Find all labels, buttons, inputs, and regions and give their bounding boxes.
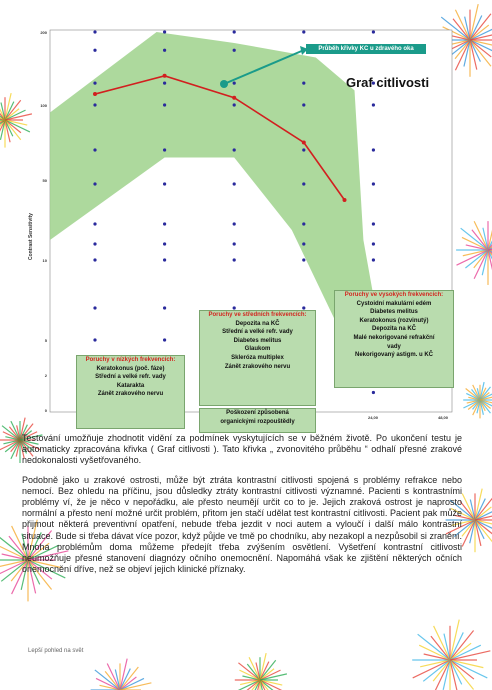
grid-dot <box>93 103 96 106</box>
high-frequency-item: Keratokonus (rozvinutý) <box>359 317 429 324</box>
grid-dot <box>302 242 305 245</box>
mid-frequency-box <box>199 310 316 406</box>
grid-dot <box>372 222 375 225</box>
grid-dot <box>93 338 96 341</box>
low-frequency-item: Zánět zrakového nervu <box>97 391 164 398</box>
grid-dot <box>163 306 166 309</box>
grid-dot <box>233 182 236 185</box>
high-frequency-item: Malé nekorigované refrakční <box>353 334 435 341</box>
y-tick-label: 10 <box>42 258 47 263</box>
grid-dot <box>302 103 305 106</box>
paragraph: Testování umožňuje zhodnotit vidění za podmínek vyskytujících se v běžném životě. Po ukončení testu je automaticky zpracována křivka ( Graf citlivosti ). Tato křivka „ zvonovitého průběhu “ odhalí přesné zrakové nedokonalosti vyšetřovaného. <box>22 433 462 466</box>
paragraph: Podobně jako u zrakové ostrosti, může být ztráta kontrastní citlivosti spojená s problémy refrakce nebo nemocí. Bez ohledu na příčinu, jsou důsledky ztráty kontrastní citlivosti významné. Pacienti s kontrastními problémy ví, že je něco v nepořádku, ale přesto neumějí určit co to je. Jejich zraková ostrost je naprosto normální a přesto není možné určit problém, přitom jen stačí udělat test kontrastní citlivosti. Pacient pak může přijmout některá preventivní opatření, nebude třeba jezdit v noci autem a vyloučí i další málo kontrastní situace. Bude si třeba dávat více pozor, když půjde ve tmě po chodníku, aby nezakopl a nezpůsobil si zranění. Mnoha problémům doma můžeme předejít třeba zvýšením osvětlení. Vyšetření kontrastní citlivosti neumožňuje přesné stanovení diagnózy očního onemocnění. Napomáhá však ke zjištění některých očních onemocnění dříve, než se objeví jejich klinické příznaky. <box>22 474 462 575</box>
sensitivity-chart <box>24 20 470 430</box>
grid-dot <box>163 338 166 341</box>
high-frequency-item: Depozita na KČ <box>371 326 416 333</box>
grid-dot <box>163 148 166 151</box>
chart-title: Graf citlivosti <box>346 75 430 90</box>
curve-point <box>93 92 97 96</box>
grid-dot <box>163 222 166 225</box>
grid-dot <box>233 258 236 261</box>
grid-dot <box>233 30 236 33</box>
footer-slogan: Lepší pohled na svět <box>28 648 84 654</box>
grid-dot <box>163 82 166 85</box>
curve-point <box>343 198 347 202</box>
grid-dot <box>163 103 166 106</box>
grid-dot <box>372 242 375 245</box>
grid-dot <box>372 391 375 394</box>
mid-frequency-item: Depozita na KČ <box>235 320 280 327</box>
low-frequency-heading: Poruchy v nízkých frekvencích: <box>85 357 176 363</box>
grid-dot <box>233 103 236 106</box>
high-frequency-item: Diabetes melitus <box>370 309 418 316</box>
grid-dot <box>372 258 375 261</box>
grid-dot <box>93 182 96 185</box>
grid-dot <box>233 49 236 52</box>
grid-dot <box>372 182 375 185</box>
solvent-damage-box <box>199 408 316 433</box>
grid-dot <box>233 222 236 225</box>
grid-dot <box>163 30 166 33</box>
grid-dot <box>163 242 166 245</box>
high-frequency-item: Nekorigovaný astigm. u KČ <box>354 352 434 359</box>
grid-dot <box>302 82 305 85</box>
grid-dot <box>372 148 375 151</box>
y-axis-label: Contrast Sensitivity <box>28 213 34 260</box>
grid-dot <box>93 242 96 245</box>
healthy-eye-callout: Průběh křivky KC u zdravého oka <box>306 44 426 54</box>
grid-dot <box>233 82 236 85</box>
grid-dot <box>302 148 305 151</box>
x-tick-label: 24,00 <box>367 415 379 420</box>
y-tick-label: 0 <box>44 408 47 413</box>
solvent-damage-item: organickými rozpouštědly <box>220 418 295 425</box>
mid-frequency-item: Glaukom <box>244 346 271 353</box>
grid-dot <box>93 30 96 33</box>
grid-dot <box>302 258 305 261</box>
solvent-damage-item: Poškození způsobená <box>226 410 289 416</box>
high-frequency-item: Cystoidní makulární edém <box>356 300 432 307</box>
low-frequency-item: Keratokonus (poč. fáze) <box>96 365 165 372</box>
mid-frequency-item: Střední a velké refr. vady <box>222 329 293 336</box>
grid-dot <box>93 49 96 52</box>
grid-dot <box>372 30 375 33</box>
high-frequency-item: vady <box>387 343 401 350</box>
grid-dot <box>163 49 166 52</box>
y-tick-label: 50 <box>42 178 47 183</box>
curve-point <box>163 74 167 78</box>
grid-dot <box>93 258 96 261</box>
grid-dot <box>233 242 236 245</box>
high-frequency-heading: Poruchy ve vysokých frekvencích: <box>344 292 444 298</box>
grid-dot <box>372 103 375 106</box>
y-tick-label: 5 <box>44 338 47 343</box>
grid-dot <box>93 82 96 85</box>
mid-frequency-heading: Poruchy ve středních frekvencích: <box>208 312 307 318</box>
grid-dot <box>93 222 96 225</box>
grid-dot <box>233 148 236 151</box>
low-frequency-box <box>76 355 185 429</box>
low-frequency-item: Katarakta <box>116 382 145 389</box>
mid-frequency-item: Diabetes melitus <box>233 337 282 344</box>
curve-point <box>302 141 306 145</box>
y-tick-label: 100 <box>40 103 47 108</box>
curve-point <box>232 96 236 100</box>
grid-dot <box>163 258 166 261</box>
high-frequency-box <box>334 290 454 388</box>
grid-dot <box>93 148 96 151</box>
mid-frequency-item: Zánět zrakového nervu <box>224 363 291 370</box>
grid-dot <box>93 306 96 309</box>
grid-dot <box>302 182 305 185</box>
body-text <box>22 433 462 583</box>
x-tick-label: 48,00 <box>437 415 449 420</box>
low-frequency-item: Střední a velké refr. vady <box>95 374 166 381</box>
y-tick-label: 2 <box>44 373 47 378</box>
grid-dot <box>302 30 305 33</box>
mid-frequency-item: Skleróza multiplex <box>231 354 284 361</box>
y-tick-label: 200 <box>40 30 47 35</box>
grid-dot <box>163 182 166 185</box>
grid-dot <box>302 222 305 225</box>
